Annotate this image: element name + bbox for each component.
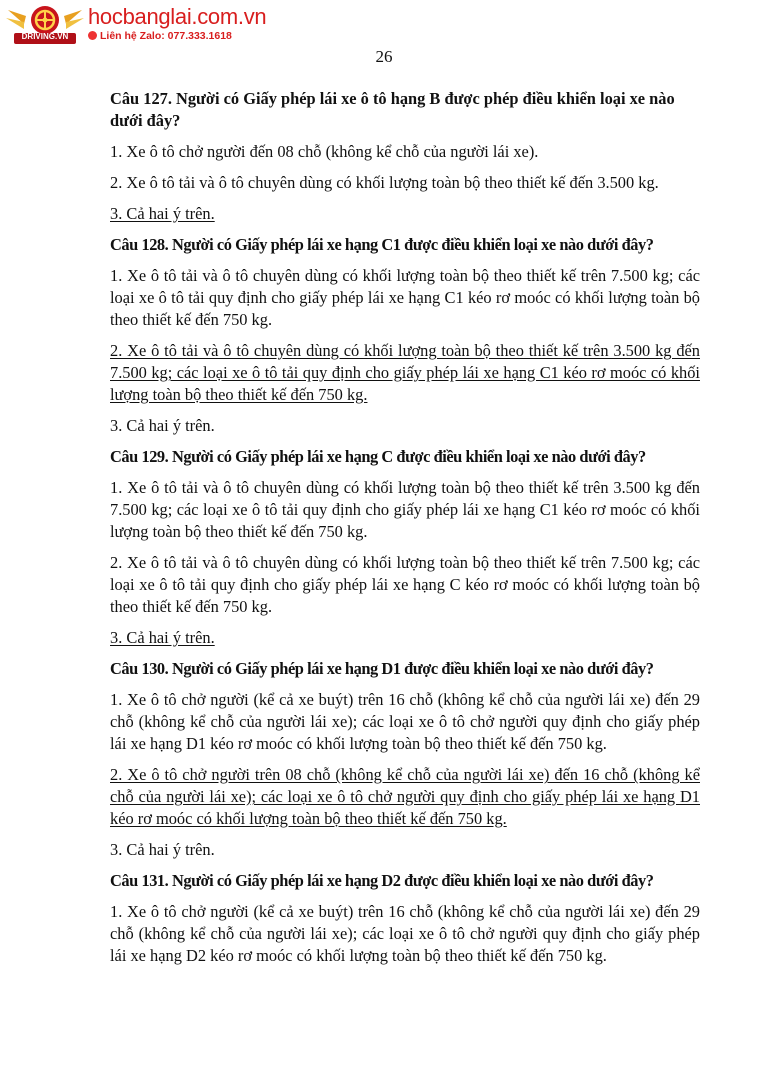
page-number: 26 bbox=[375, 47, 393, 66]
question-block bbox=[110, 88, 700, 225]
contact-line bbox=[88, 30, 232, 42]
correct-answer-option: 2. Xe ô tô tải và ô tô chuyên dùng có khối lượng toàn bộ theo thiết kế trên 3.500 kg đến 7.500 kg; các loại xe ô tô tải quy định cho giấy phép lái xe hạng C1 kéo rơ moóc có khối lượng toàn bộ theo thiết kế đến 750 kg. bbox=[110, 341, 700, 404]
answer-option: 1. Xe ô tô tải và ô tô chuyên dùng có khối lượng toàn bộ theo thiết kế trên 7.500 kg; các loại xe ô tô tải quy định cho giấy phép lái xe hạng C1 kéo rơ moóc có khối lượng toàn bộ theo thiết kế đến 750 kg. bbox=[110, 266, 700, 329]
answer-option: 1. Xe ô tô tải và ô tô chuyên dùng có khối lượng toàn bộ theo thiết kế trên 3.500 kg đến 7.500 kg; các loại xe ô tô tải quy định cho giấy phép lái xe hạng C1 kéo rơ moóc có khối lượng toàn bộ theo thiết kế đến 750 kg. bbox=[110, 478, 700, 541]
brand-name[interactable]: hocbanglai.com.vn bbox=[88, 4, 267, 29]
answer-option: 1. Xe ô tô chở người đến 08 chỗ (không kể chỗ của người lái xe). bbox=[110, 142, 539, 161]
question-title: Câu 127. Người có Giấy phép lái xe ô tô hạng B được phép điều khiển loại xe nào dưới đây? bbox=[110, 89, 675, 130]
contact-text: Liên hệ Zalo: 077.333.1618 bbox=[100, 30, 232, 42]
answer-option: 3. Cả hai ý trên. bbox=[110, 840, 215, 859]
question-block bbox=[110, 870, 700, 967]
question-title: Câu 130. Người có Giấy phép lái xe hạng D1 được điều khiển loại xe nào dưới đây? bbox=[110, 659, 654, 678]
question-title: Câu 131. Người có Giấy phép lái xe hạng D2 được điều khiển loại xe nào dưới đây? bbox=[110, 871, 654, 890]
page-header bbox=[0, 0, 768, 48]
answer-option: 1. Xe ô tô chở người (kể cả xe buýt) trên 16 chỗ (không kể chỗ của người lái xe) đến 29 chỗ (không kể chỗ của người lái xe); các loại xe ô tô chở người quy định cho giấy phép lái xe hạng D2 kéo rơ moóc có khối lượng toàn bộ theo thiết kế đến 750 kg. bbox=[110, 902, 700, 965]
question-block bbox=[110, 234, 700, 437]
answer-option: 2. Xe ô tô tải và ô tô chuyên dùng có khối lượng toàn bộ theo thiết kế trên 7.500 kg; các loại xe ô tô tải quy định cho giấy phép lái xe hạng C kéo rơ moóc có khối lượng toàn bộ theo thiết kế đến 750 kg. bbox=[110, 553, 700, 616]
answer-option: 3. Cả hai ý trên. bbox=[110, 416, 215, 435]
question-title: Câu 128. Người có Giấy phép lái xe hạng C1 được điều khiển loại xe nào dưới đây? bbox=[110, 235, 654, 254]
phone-icon bbox=[88, 31, 97, 40]
answer-option: 2. Xe ô tô tải và ô tô chuyên dùng có khối lượng toàn bộ theo thiết kế đến 3.500 kg. bbox=[110, 173, 659, 192]
correct-answer-option: 3. Cả hai ý trên. bbox=[110, 204, 215, 223]
document-body bbox=[110, 88, 700, 976]
correct-answer-option: 2. Xe ô tô chở người trên 08 chỗ (không kể chỗ của người lái xe) đến 16 chỗ (không kể chỗ của người lái xe); các loại xe ô tô chở người quy định cho giấy phép lái xe hạng D1 kéo rơ moóc có khối lượng toàn bộ theo thiết kế đến 750 kg. bbox=[110, 765, 700, 828]
correct-answer-option: 3. Cả hai ý trên. bbox=[110, 628, 215, 647]
answer-option: 1. Xe ô tô chở người (kể cả xe buýt) trên 16 chỗ (không kể chỗ của người lái xe) đến 29 chỗ (không kể chỗ của người lái xe); các loại xe ô tô chở người quy định cho giấy phép lái xe hạng D1 kéo rơ moóc có khối lượng toàn bộ theo thiết kế đến 750 kg. bbox=[110, 690, 700, 753]
logo-text: DRIVING.VN bbox=[21, 32, 69, 41]
question-block bbox=[110, 658, 700, 861]
question-title: Câu 129. Người có Giấy phép lái xe hạng C được điều khiển loại xe nào dưới đây? bbox=[110, 447, 646, 466]
question-block bbox=[110, 446, 700, 649]
